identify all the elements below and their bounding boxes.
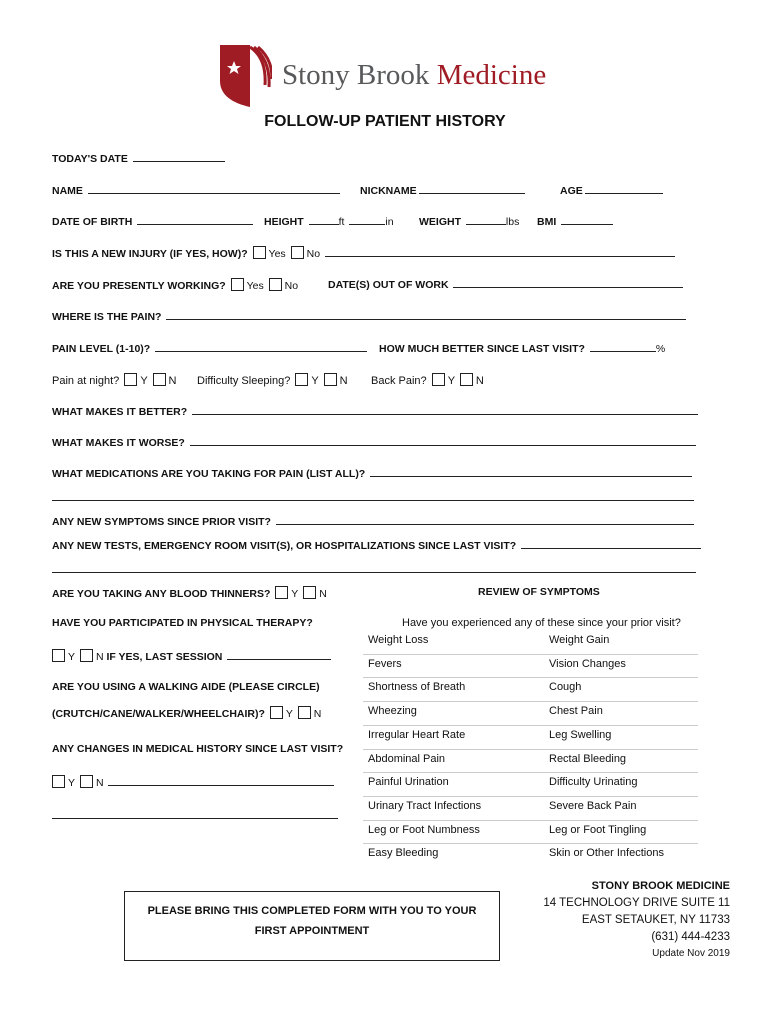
note-line-1: PLEASE BRING THIS COMPLETED FORM WITH YOU TO YOUR [147,905,477,917]
back-pain-y-checkbox[interactable] [432,373,445,386]
medical-history-row [50,775,334,789]
symptom-item: Abdominal Pain [368,752,446,765]
pain-night-row [52,373,177,387]
makes-better-field[interactable] [192,405,698,415]
n-label: N [313,708,322,720]
note-line-2: FIRST APPOINTMENT [254,925,370,937]
symptom-divider [363,701,698,702]
medical-history-y-checkbox[interactable] [52,775,65,788]
address-street: 14 TECHNOLOGY DRIVE SUITE 11 [543,897,730,909]
n-label: N [95,651,104,663]
symptom-item: Chest Pain [549,705,603,718]
last-session-field[interactable] [227,650,331,660]
makes-worse-row [52,436,696,449]
in-unit: in [385,216,394,228]
bring-form-note [124,891,500,961]
working-label: ARE YOU PRESENTLY WORKING? [52,280,226,292]
blood-thinners-y-checkbox[interactable] [275,586,288,599]
lbs-unit: lbs [505,216,520,228]
difficulty-sleeping-y-checkbox[interactable] [295,373,308,386]
new-tests-line-2[interactable] [52,572,696,573]
symptom-divider [363,677,698,678]
bmi-label: BMI [537,216,557,228]
better-label: HOW MUCH BETTER SINCE LAST VISIT? [379,343,585,355]
new-tests-label: ANY NEW TESTS, EMERGENCY ROOM VISIT(S), OR HOSPITALIZATIONS SINCE LAST VISIT? [52,540,517,552]
new-tests-field[interactable] [521,539,701,549]
symptom-item: Urinary Tract Infections [368,799,482,812]
symptom-divider [363,772,698,773]
n-label: N [168,375,177,387]
n-label: N [475,375,484,387]
symptom-item: Leg or Foot Numbness [368,823,480,836]
weight-field[interactable] [466,215,506,225]
ft-unit: ft [338,216,345,228]
symptom-divider [363,725,698,726]
symptom-item: Wheezing [368,705,417,718]
symptom-item: Vision Changes [549,657,626,670]
todays-date-field[interactable] [133,152,225,162]
n-label: N [95,777,104,789]
nickname-label: NICKNAME [360,185,417,197]
brand-word-1: Stony Brook [282,59,430,91]
new-injury-how-field[interactable] [325,247,675,257]
review-heading: REVIEW OF SYMPTOMS [478,586,600,598]
where-pain-field[interactable] [166,310,686,320]
makes-worse-label: WHAT MAKES IT WORSE? [52,437,185,449]
symptom-item: Fevers [368,657,402,670]
dates-out-label: DATE(S) OUT OF WORK [328,279,449,291]
walking-aide-y-checkbox[interactable] [270,706,283,719]
symptom-item: Severe Back Pain [549,799,637,812]
makes-better-row [52,405,698,418]
new-injury-yes-checkbox[interactable] [253,246,266,259]
dates-out-row [328,278,683,291]
difficulty-sleeping-row [197,373,348,387]
address-city: EAST SETAUKET, NY 11733 [581,914,730,926]
pain-level-label: PAIN LEVEL (1-10)? [52,343,151,355]
height-row [264,215,394,228]
yes-label: Yes [268,248,286,260]
age-row [560,184,663,197]
physical-therapy-n-checkbox[interactable] [80,649,93,662]
no-label: No [306,248,321,260]
difficulty-sleeping-n-checkbox[interactable] [324,373,337,386]
symptom-item: Weight Gain [549,634,610,646]
height-ft-field[interactable] [309,215,339,225]
address-org: STONY BROOK MEDICINE [591,880,730,892]
symptom-item: Cough [549,681,582,694]
height-label: HEIGHT [264,216,304,228]
last-session-label: IF YES, LAST SESSION [106,651,223,663]
new-tests-row [52,539,701,552]
nickname-row [360,184,525,197]
y-label: Y [68,651,76,663]
symptom-divider [363,843,698,844]
medical-history-line-2[interactable] [52,818,338,819]
new-injury-no-checkbox[interactable] [291,246,304,259]
new-symptoms-field[interactable] [276,515,694,525]
symptom-item: Easy Bleeding [368,847,439,860]
nickname-field[interactable] [419,184,525,194]
symptom-item: Skin or Other Infections [549,847,664,860]
new-injury-label: IS THIS A NEW INJURY (IF YES, HOW)? [52,248,248,260]
height-in-field[interactable] [349,215,385,225]
weight-label: WEIGHT [419,216,461,228]
update-date: Update Nov 2019 [652,948,730,959]
review-prompt: Have you experienced any of these since your prior visit? [402,617,681,629]
medications-label: WHAT MEDICATIONS ARE YOU TAKING FOR PAIN (LIST ALL)? [52,468,366,480]
weight-row [419,215,519,228]
symptom-item: Weight Loss [368,634,429,646]
new-symptoms-row [52,515,694,528]
pain-night-y-checkbox[interactable] [124,373,137,386]
name-label: NAME [52,185,83,197]
better-row [379,342,665,355]
medical-history-label: ANY CHANGES IN MEDICAL HISTORY SINCE LAST VISIT? [52,743,344,755]
todays-date-label: TODAY'S DATE [52,153,128,165]
difficulty-sleeping-label: Difficulty Sleeping? [197,375,291,387]
back-pain-n-checkbox[interactable] [460,373,473,386]
pain-level-row [52,342,367,355]
name-field[interactable] [88,184,340,194]
symptom-divider [363,820,698,821]
medical-history-n-checkbox[interactable] [80,775,93,788]
working-row [52,278,298,292]
back-pain-label: Back Pain? [371,375,427,387]
percent-sign: % [655,343,666,355]
back-pain-row [371,373,484,387]
yes-label: Yes [246,280,264,292]
blood-thinners-row [52,586,327,600]
aide-options-label: (CRUTCH/CANE/WALKER/WHEELCHAIR)? [52,708,265,720]
n-label: N [339,375,348,387]
where-pain-label: WHERE IS THE PAIN? [52,311,162,323]
todays-date-row [52,152,225,165]
y-label: Y [68,777,76,789]
y-label: Y [291,588,299,600]
y-label: Y [311,375,319,387]
symptom-item: Irregular Heart Rate [368,728,466,741]
age-label: AGE [560,185,583,197]
y-label: Y [140,375,148,387]
symptom-divider [363,749,698,750]
n-label: N [319,588,327,600]
walking-aide-label: ARE YOU USING A WALKING AIDE (PLEASE CIRCLE) [52,681,320,693]
dates-out-field[interactable] [453,278,683,288]
symptom-divider [363,654,698,655]
y-label: Y [447,375,455,387]
symptom-item: Leg Swelling [549,728,612,741]
makes-better-label: WHAT MAKES IT BETTER? [52,406,188,418]
physical-therapy-answer-row [50,649,331,663]
medications-row [52,467,692,480]
bmi-row [537,215,613,228]
better-field[interactable] [590,342,656,352]
brand-wordmark [282,59,546,92]
pain-level-field[interactable] [155,342,367,352]
symptom-item: Rectal Bleeding [549,752,627,765]
dob-field[interactable] [137,215,253,225]
working-yes-checkbox[interactable] [231,278,244,291]
new-injury-row [52,246,675,260]
new-symptoms-label: ANY NEW SYMPTOMS SINCE PRIOR VISIT? [52,516,271,528]
medical-history-field[interactable] [108,776,334,786]
makes-worse-field[interactable] [190,436,696,446]
dob-label: DATE OF BIRTH [52,216,133,228]
symptom-item: Difficulty Urinating [549,776,638,789]
dob-row [52,215,253,228]
walking-aide-n-checkbox[interactable] [298,706,311,719]
stony-brook-shield-logo [220,45,272,107]
symptom-divider [363,796,698,797]
working-no-checkbox[interactable] [269,278,282,291]
blood-thinners-label: ARE YOU TAKING ANY BLOOD THINNERS? [52,588,271,600]
symptom-item: Painful Urination [368,776,449,789]
brand-word-2: Medicine [436,59,547,91]
medications-line-2[interactable] [52,500,694,501]
pain-night-label: Pain at night? [52,375,120,387]
walking-aide-row [52,706,321,720]
physical-therapy-label: HAVE YOU PARTICIPATED IN PHYSICAL THERAPY? [52,617,313,629]
where-pain-row [52,310,686,323]
pain-night-n-checkbox[interactable] [153,373,166,386]
form-title: FOLLOW-UP PATIENT HISTORY [264,113,506,130]
symptom-item: Leg or Foot Tingling [549,823,647,836]
y-label: Y [285,708,293,720]
age-field[interactable] [585,184,663,194]
bmi-field[interactable] [561,215,613,225]
medications-field[interactable] [370,467,692,477]
address-phone: (631) 444-4233 [651,931,730,943]
no-label: No [284,280,299,292]
name-row [52,184,340,197]
physical-therapy-y-checkbox[interactable] [52,649,65,662]
blood-thinners-n-checkbox[interactable] [303,586,316,599]
symptom-item: Shortness of Breath [368,681,466,694]
